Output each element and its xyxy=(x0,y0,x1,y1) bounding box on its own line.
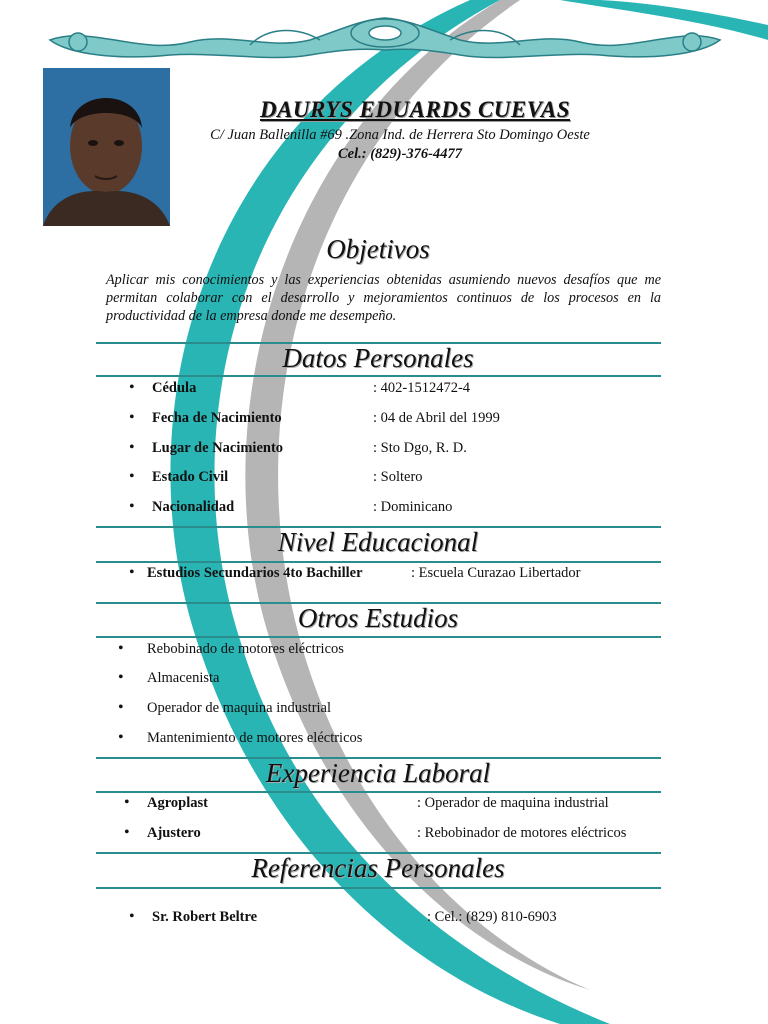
bullet: • xyxy=(129,498,135,515)
list-item-text: Operador de maquina industrial xyxy=(147,700,332,716)
section-rule xyxy=(96,887,661,889)
field-value: : Rebobinador de motores eléctricos xyxy=(417,825,627,841)
field-value: : Escuela Curazao Libertador xyxy=(411,565,581,581)
bullet: • xyxy=(129,468,135,485)
field-value: : Soltero xyxy=(373,469,423,485)
bullet: • xyxy=(118,640,124,657)
field-value: : 402-1512472-4 xyxy=(373,380,471,396)
field-label: Fecha de Nacimiento xyxy=(152,410,282,426)
field-label: Estudios Secundarios 4to Bachiller xyxy=(147,565,363,581)
datos-personales-heading: Datos Personales xyxy=(282,343,474,373)
field-label: Nacionalidad xyxy=(152,499,235,515)
objetivos-heading: Objetivos xyxy=(326,234,430,264)
bullet: • xyxy=(118,669,124,686)
otros-estudios-heading: Otros Estudios xyxy=(297,603,459,633)
bullet: • xyxy=(124,824,130,841)
field-value: : Operador de maquina industrial xyxy=(417,795,609,811)
field-value: : Sto Dgo, R. D. xyxy=(373,440,467,456)
objetivos-text: Aplicar mis conocimientos y las experiencias obtenidas asumiendo nuevos desafíos que me permitan colaborar con el desarrollo y mejoramientos continuos de los procesos en la productividad de la empresa donde me desempeño. xyxy=(106,272,661,324)
bullet: • xyxy=(129,409,135,426)
candidate-name: DAURYS EDUARDS CUEVAS xyxy=(259,97,571,122)
section-rule xyxy=(96,375,661,377)
field-value: : 04 de Abril del 1999 xyxy=(373,410,500,426)
section-rule xyxy=(96,636,661,638)
field-label: Cédula xyxy=(152,380,197,396)
field-label: Estado Civil xyxy=(152,469,229,485)
field-label: Agroplast xyxy=(147,795,208,811)
phone-line: Cel.: (829)-376-4477 xyxy=(337,146,463,162)
experiencia-laboral-heading: Experiencia Laboral xyxy=(265,758,491,788)
field-label: Ajustero xyxy=(147,825,201,841)
section-rule xyxy=(96,561,661,563)
bullet: • xyxy=(118,729,124,746)
section-rule xyxy=(96,791,661,793)
address-line: C/ Juan Ballenilla #69 .Zona Ind. de Herrera Sto Domingo Oeste xyxy=(210,127,590,143)
teal-swoosh-top xyxy=(560,0,768,40)
bullet: • xyxy=(118,699,124,716)
bullet: • xyxy=(129,908,135,925)
list-item-text: Mantenimiento de motores eléctricos xyxy=(147,730,363,746)
bullet: • xyxy=(129,564,135,581)
list-item-text: Almacenista xyxy=(147,670,220,686)
bullet: • xyxy=(129,439,135,456)
field-value: : Dominicano xyxy=(373,499,453,515)
profile-photo xyxy=(43,68,170,226)
bullet: • xyxy=(129,379,135,396)
referencias-heading: Referencias Personales xyxy=(251,853,505,883)
field-label: Lugar de Nacimiento xyxy=(152,440,284,456)
list-item-text: Rebobinado de motores eléctricos xyxy=(147,641,344,657)
bullet: • xyxy=(124,794,130,811)
nivel-educacional-heading: Nivel Educacional xyxy=(277,527,479,557)
field-value: : Cel.: (829) 810-6903 xyxy=(427,909,557,925)
field-label: Sr. Robert Beltre xyxy=(152,909,258,925)
